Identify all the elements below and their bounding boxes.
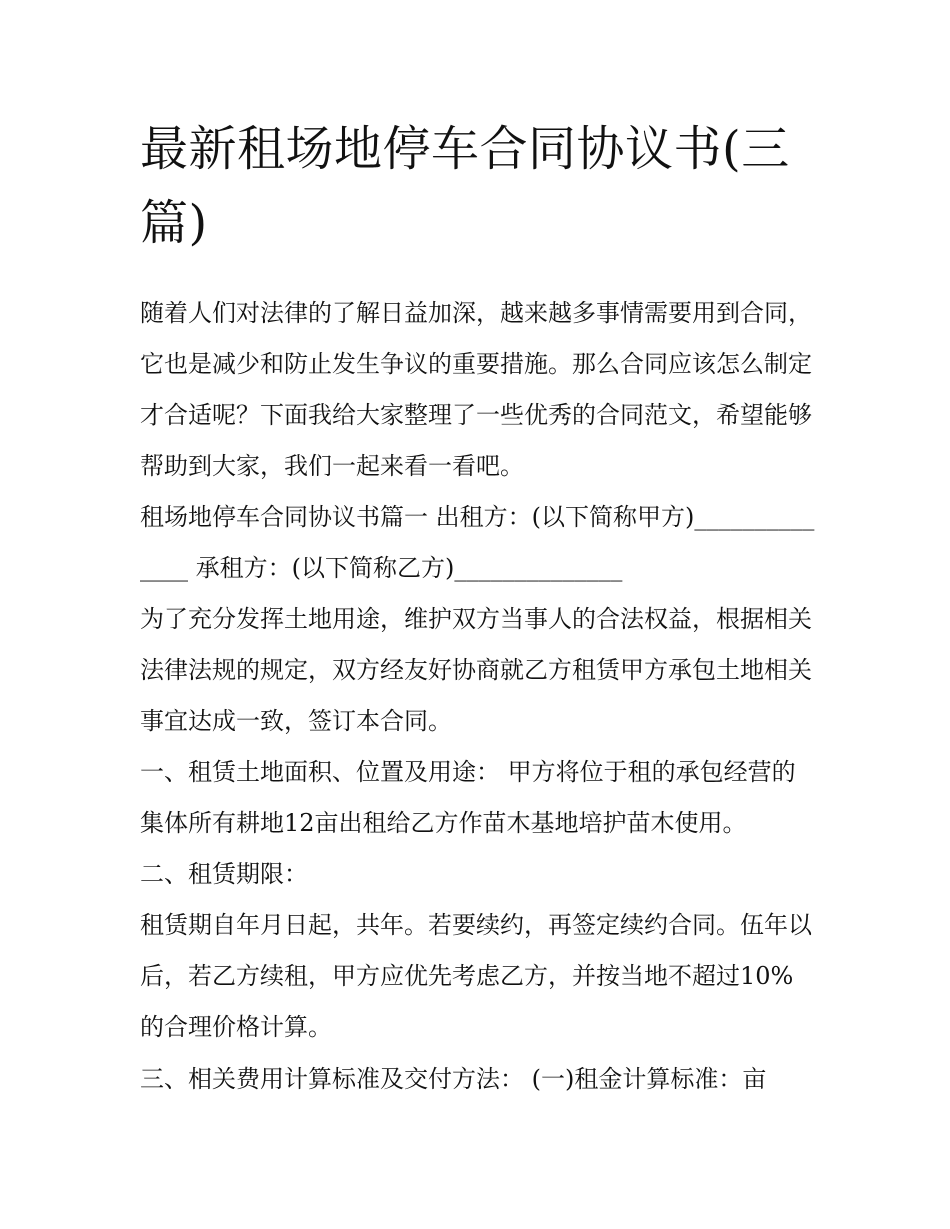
lease-term-paragraph: 租赁期自年月日起，共年。若要续约，再签定续约合同。伍年以后，若乙方续租，甲方应优先考虑乙方，并按当地不超过10%的合理价格计算。 (140, 911, 812, 1041)
intro-paragraph: 随着人们对法律的了解日益加深，越来越多事情需要用到合同，它也是减少和防止发生争议的重要措施。那么合同应该怎么制定才合适呢？下面我给大家整理了一些优秀的合同范文，希望能够帮助到大家，我们一起来看一看吧。 (140, 299, 812, 480)
clause-2-heading: 二、租赁期限： (140, 860, 308, 888)
clause-3-paragraph: 三、相关费用计算标准及交付方法： (一)租金计算标准：亩 (140, 1065, 767, 1093)
purpose-paragraph: 为了充分发挥土地用途，维护双方当事人的合法权益，根据相关法律法规的规定，双方经友好协商就乙方租赁甲方承包土地相关事宜达成一致，签订本合同。 (140, 605, 812, 735)
parties-paragraph: 租场地停车合同协议书篇一 出租方：(以下简称甲方)______________ 承租方：(以下简称乙方)______________ (140, 503, 815, 582)
clause-1-paragraph: 一、租赁土地面积、位置及用途： 甲方将位于租的承包经营的集体所有耕地12亩出租给乙方作苗木基地培护苗木使用。 (140, 758, 796, 837)
document-page (140, 112, 815, 1105)
document-title: 最新租场地停车合同协议书(三篇) (140, 121, 790, 251)
